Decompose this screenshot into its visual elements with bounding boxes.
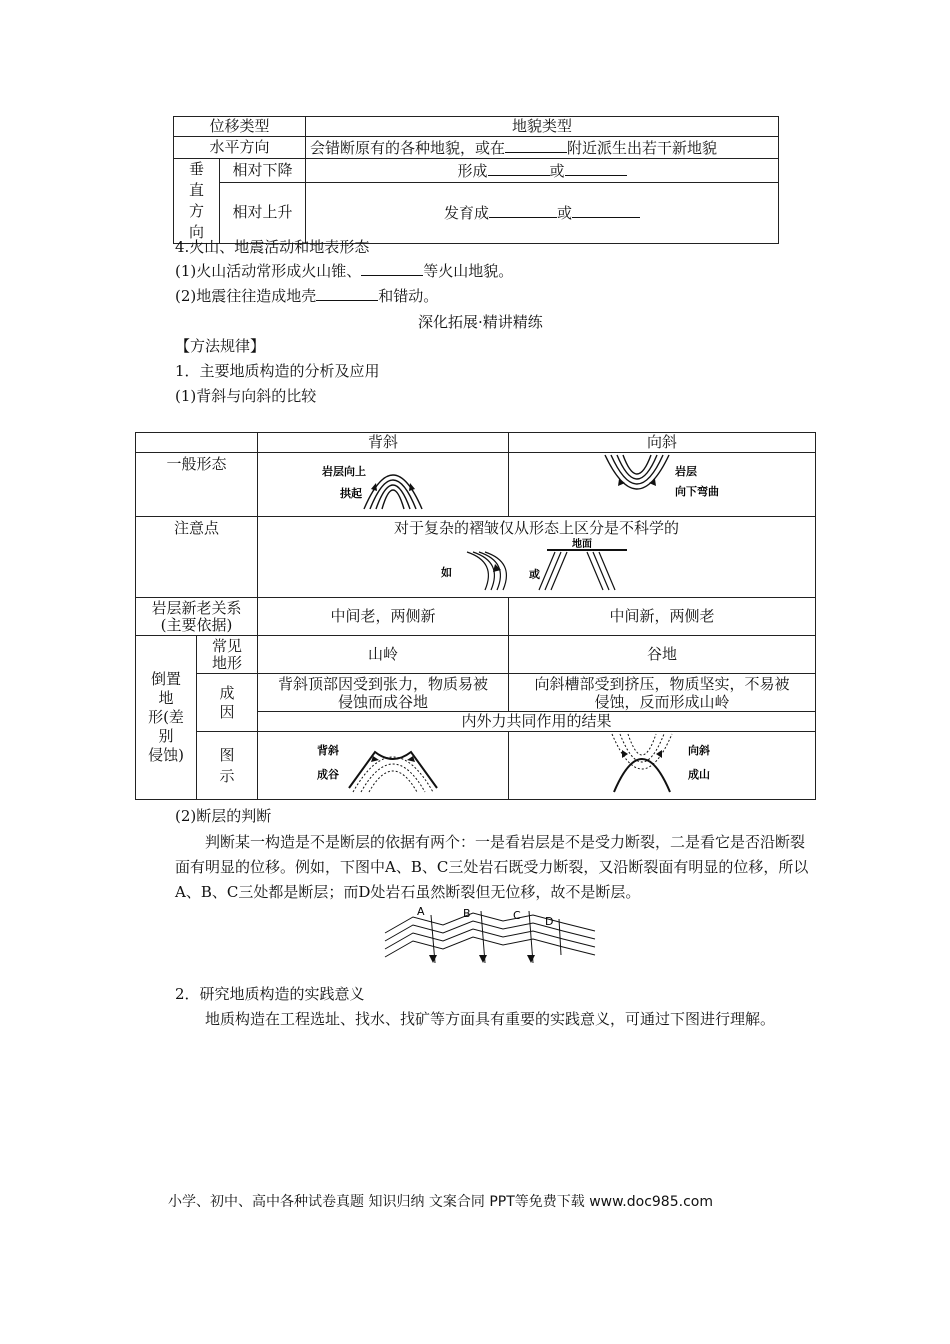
down-label: 相对下降 — [220, 159, 306, 183]
inverted-label: 倒置 地 形(差 别 侵蚀) — [136, 636, 197, 800]
general-shape-label: 一般形态 — [136, 453, 258, 517]
down-text: 形成 或 — [306, 159, 779, 183]
blank[interactable] — [565, 160, 627, 176]
blank[interactable] — [361, 260, 423, 276]
cause-anticline: 背斜顶部因受到张力，物质易被 侵蚀而成谷地 — [258, 674, 509, 712]
age-syncline: 中间新，两侧老 — [509, 598, 816, 636]
section4-item2: (2)地震往往造成地壳 和错动。 — [175, 287, 439, 305]
header-syncline: 向斜 — [509, 433, 816, 453]
cause-common: 内外力共同作用的结果 — [258, 712, 816, 732]
method-title: 【方法规律】 — [175, 337, 266, 355]
header-landform-type: 地貌类型 — [306, 117, 779, 137]
age-label: 岩层新老关系 (主要依据) — [136, 598, 258, 636]
blank[interactable] — [505, 137, 567, 153]
up-text: 发育成 或 — [306, 182, 779, 243]
anticline-valley-figure — [313, 732, 453, 794]
attention-text: 对于复杂的褶皱仅从形态上区分是不科学的 — [393, 519, 679, 537]
blank[interactable] — [572, 202, 640, 218]
fold-comparison-table — [135, 432, 816, 800]
header-anticline: 背斜 — [258, 433, 509, 453]
section4-item1: (1)火山活动常形成火山锥、 等火山地貌。 — [175, 262, 514, 280]
m1-sub1: (1)背斜与向斜的比较 — [175, 387, 317, 405]
svg-text:成谷: 成谷 — [317, 768, 339, 781]
syncline-label-2: 向下弯曲 — [675, 485, 719, 498]
fig-dimian: 地面 — [571, 539, 592, 550]
vertical-label: 垂直方向 — [174, 159, 220, 244]
fault-label-a: A — [417, 905, 425, 918]
m2-title: 2．研究地质构造的实践意义 — [175, 985, 365, 1003]
row-horizontal-text: 会错断原有的各种地貌，或在 附近派生出若干新地貌 — [306, 137, 779, 159]
anticline-label-2: 拱起 — [340, 487, 362, 500]
displacement-table — [173, 116, 779, 244]
fault-label-d: D — [545, 915, 554, 928]
attention-label: 注意点 — [136, 517, 258, 598]
footer: 小学、初中、高中各种试卷真题 知识归纳 文案合同 PPT等免费下载 www.doc985.com — [168, 1194, 713, 1210]
complex-fold-figure — [437, 538, 637, 592]
m2-paragraph: 地质构造在工程选址、找水、找矿等方面具有重要的实践意义，可通过下图进行理解。 — [205, 1010, 776, 1028]
common-syncline: 谷地 — [509, 636, 816, 674]
common-anticline: 山岭 — [258, 636, 509, 674]
fault-label-b: B — [463, 907, 471, 920]
fig-ru: 如 — [440, 566, 452, 579]
cause-label: 成 因 — [197, 674, 258, 732]
svg-text:向斜: 向斜 — [688, 744, 710, 757]
fig-huo: 或 — [528, 568, 540, 581]
common-label: 常见 地形 — [197, 636, 258, 674]
header-displacement-type: 位移类型 — [174, 117, 306, 137]
section4-title: 4.火山、地震活动和地表形态 — [175, 238, 370, 256]
diagram-syncline-cell — [509, 732, 816, 800]
diagram-label: 图 示 — [197, 732, 258, 800]
fault-figure — [383, 905, 603, 967]
anticline-label-1: 岩层向上 — [322, 465, 366, 478]
blank[interactable] — [488, 160, 550, 176]
attention-cell — [258, 517, 816, 598]
row-horizontal-label: 水平方向 — [174, 137, 306, 159]
m1-sub2: (2)断层的判断 — [175, 807, 272, 825]
anticline-shape-cell — [258, 453, 509, 517]
cause-syncline: 向斜槽部受到挤压，物质坚实，不易被 侵蚀，反而形成山岭 — [509, 674, 816, 712]
syncline-label-1: 岩层 — [675, 465, 697, 478]
syncline-shape-cell — [509, 453, 816, 517]
blank[interactable] — [316, 285, 378, 301]
fault-paragraph: 判断某一构造是不是断层的依据有两个：一是看岩层是不是受力断裂，二是看它是否沿断裂面有明显的位移。例如，下图中A、B、C三处岩石既受力断裂，又沿断裂面有明显的位移，所以A、B、C三处都是断层；而D处岩石虽然断裂但无位移，故不是断层。 — [175, 833, 809, 901]
diagram-anticline-cell — [258, 732, 509, 800]
up-label: 相对上升 — [220, 182, 306, 243]
deep-title: 深化拓展·精讲精练 — [418, 313, 543, 331]
fault-label-c: C — [513, 909, 521, 922]
svg-text:背斜: 背斜 — [317, 744, 339, 757]
svg-text:成山: 成山 — [688, 768, 710, 781]
corner-cell — [136, 433, 258, 453]
m1-title: 1．主要地质构造的分析及应用 — [175, 362, 380, 380]
age-anticline: 中间老，两侧新 — [258, 598, 509, 636]
blank[interactable] — [489, 202, 557, 218]
syncline-figure — [597, 453, 727, 511]
anticline-figure — [318, 453, 448, 511]
syncline-mountain-figure — [592, 732, 732, 794]
